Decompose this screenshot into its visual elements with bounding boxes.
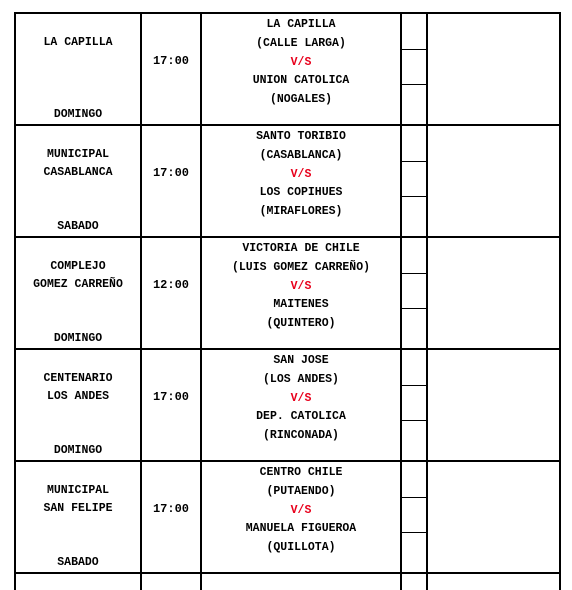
away-origin: (QUINTERO) <box>266 317 336 331</box>
kickoff-time-cell <box>141 237 201 349</box>
versus-label: V/S <box>290 167 312 181</box>
away-team: LOS COPIHUES <box>259 186 343 200</box>
kickoff-time-cell <box>141 461 201 573</box>
venue-name-line: CASABLANCA <box>43 166 113 179</box>
venue-name-line: LA CAPILLA <box>43 36 113 49</box>
match-row <box>15 349 560 461</box>
match-row <box>15 237 560 349</box>
match-day: SABADO <box>57 556 99 569</box>
home-origin: (LOS ANDES) <box>263 372 339 386</box>
home-origin: (CASABLANCA) <box>259 148 343 162</box>
venue-cell <box>15 125 141 237</box>
matchup-cell <box>201 13 401 125</box>
kickoff-time-cell <box>141 349 201 461</box>
notes-cell <box>427 125 560 237</box>
match-day: DOMINGO <box>53 108 103 121</box>
away-team: DEP. CATOLICA <box>256 410 346 424</box>
kickoff-time-cell <box>141 125 201 237</box>
venue-name-line: SAN FELIPE <box>43 502 113 515</box>
venue-cell <box>15 237 141 349</box>
kickoff-time: 12:00 <box>152 278 189 292</box>
away-team: MANUELA FIGUEROA <box>245 522 357 536</box>
notes-cell <box>427 349 560 461</box>
away-origin: (MIRAFLORES) <box>259 205 343 219</box>
away-origin: (QUILLOTA) <box>266 541 336 555</box>
notes-cell <box>427 13 560 125</box>
kickoff-time: 17:00 <box>152 54 189 68</box>
score-box-divider <box>402 420 426 421</box>
score-box-cell <box>401 461 427 573</box>
venue-name-line: COMPLEJO <box>50 260 106 273</box>
home-origin: (CALLE LARGA) <box>256 36 346 50</box>
matchup-cell <box>201 349 401 461</box>
versus-label: V/S <box>290 279 312 293</box>
venue-cell <box>15 461 141 573</box>
away-team: UNION CATOLICA <box>252 74 350 88</box>
score-box-divider <box>402 161 426 162</box>
matchup-cell <box>201 125 401 237</box>
venue-name-line: MUNICIPAL <box>46 484 110 497</box>
home-origin: (LUIS GOMEZ CARREÑO) <box>231 260 371 274</box>
match-row <box>15 125 560 237</box>
score-box-cell <box>401 13 427 125</box>
match-row <box>15 13 560 125</box>
venue-name <box>16 146 140 182</box>
match-day: SABADO <box>57 220 99 233</box>
home-team: CENTRO CHILE <box>259 466 343 479</box>
score-box-divider <box>402 196 426 197</box>
versus-label: V/S <box>290 391 312 405</box>
venue-name <box>16 258 140 294</box>
venue-name-line: CENTENARIO <box>43 372 113 385</box>
match-day: DOMINGO <box>53 444 103 457</box>
score-box-divider <box>402 273 426 274</box>
kickoff-time-cell <box>141 13 201 125</box>
score-box-divider <box>402 497 426 498</box>
away-origin: (RINCONADA) <box>263 429 339 443</box>
home-origin: (PUTAENDO) <box>266 484 336 498</box>
match-day: DOMINGO <box>53 332 103 345</box>
score-box-cell <box>401 349 427 461</box>
kickoff-time: 17:00 <box>152 390 189 404</box>
score-box-divider <box>402 49 426 50</box>
away-origin: (NOGALES) <box>269 93 333 107</box>
venue-name-line: MUNICIPAL <box>46 148 110 161</box>
home-team: SANTO TORIBIO <box>256 130 346 143</box>
versus-label: V/S <box>290 503 312 517</box>
home-team: SAN JOSE <box>273 354 329 367</box>
venue-name-line: GOMEZ CARREÑO <box>33 278 123 291</box>
kickoff-time: 17:00 <box>152 502 189 516</box>
notes-cell <box>427 237 560 349</box>
score-box-divider <box>402 84 426 85</box>
score-box-divider <box>402 385 426 386</box>
matchup-cell <box>201 237 401 349</box>
home-team: VICTORIA DE CHILE <box>242 242 360 255</box>
versus-label: V/S <box>290 55 312 69</box>
score-box-divider <box>402 308 426 309</box>
matchup-cell <box>201 461 401 573</box>
notes-cell <box>427 461 560 573</box>
venue-name <box>16 482 140 518</box>
score-box-divider <box>402 532 426 533</box>
fixture-table <box>14 12 561 590</box>
score-box-cell <box>401 237 427 349</box>
match-row <box>15 461 560 573</box>
away-team: MAITENES <box>273 298 329 312</box>
venue-name <box>16 370 140 406</box>
score-box-cell <box>401 125 427 237</box>
venue-name-line: LOS ANDES <box>46 390 110 403</box>
home-team: LA CAPILLA <box>266 18 336 31</box>
kickoff-time: 17:00 <box>152 166 189 180</box>
venue-cell <box>15 349 141 461</box>
venue-cell <box>15 13 141 125</box>
venue-name <box>16 34 140 52</box>
